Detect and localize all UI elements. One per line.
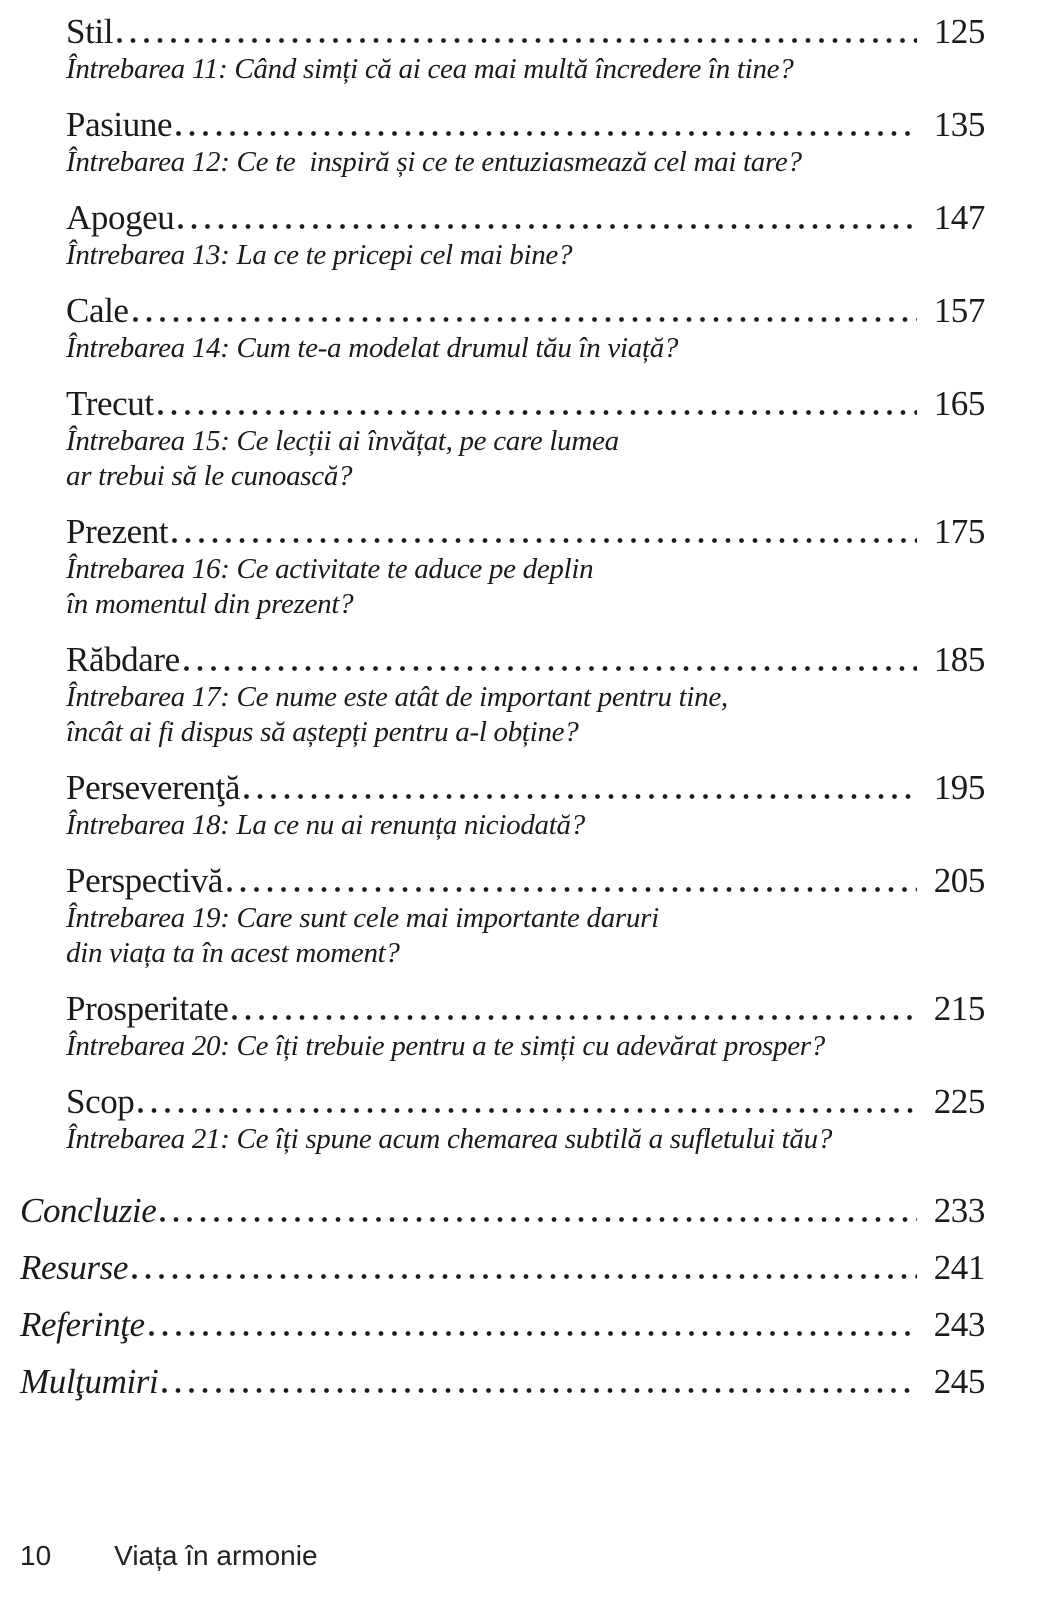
chapter-question-line: încât ai fi dispus să aștepți pentru a-l obține? <box>66 716 579 748</box>
chapter-title: Trecut <box>66 384 154 423</box>
back-matter-page-number: 241 <box>933 1248 985 1287</box>
chapter-title: Prezent <box>66 512 169 551</box>
chapter-page-number: 157 <box>933 291 985 330</box>
chapter-question-line: Întrebarea 19: Care sunt cele mai importante daruri <box>66 902 659 934</box>
chapter-title: Pasiune <box>66 105 173 144</box>
chapter-page-number: 125 <box>933 12 985 51</box>
back-matter-page-number: 245 <box>933 1362 985 1401</box>
chapter-page-number: 205 <box>933 861 985 900</box>
chapter-question-line: Întrebarea 21: Ce îți spune acum chemarea subtilă a sufletului tău? <box>66 1123 833 1155</box>
back-matter-title: Resurse <box>20 1248 129 1287</box>
toc-entry-row <box>66 768 985 808</box>
chapter-page-number: 225 <box>933 1082 985 1121</box>
toc-entry <box>66 105 985 180</box>
back-matter-page-number: 243 <box>933 1305 985 1344</box>
chapter-question-line: Întrebarea 11: Când simți că ai cea mai multă încredere în tine? <box>66 53 794 85</box>
back-matter-title: Mulţumiri <box>20 1362 159 1401</box>
toc-entry-row <box>66 640 985 680</box>
chapter-title: Perspectivă <box>66 861 223 900</box>
toc-entry-row <box>20 1305 985 1345</box>
chapter-page-number: 215 <box>933 989 985 1028</box>
chapter-title: Perseverenţă <box>66 768 240 807</box>
dot-leader <box>158 410 917 415</box>
dot-leader <box>184 666 917 671</box>
chapter-title: Stil <box>66 12 114 51</box>
footer-book-title: Viața în armonie <box>114 1540 318 1571</box>
toc-entry-row <box>20 1248 985 1288</box>
dot-leader <box>232 1015 917 1020</box>
dot-leader <box>162 1388 917 1393</box>
toc-entry <box>66 12 985 87</box>
toc-entry <box>66 640 985 750</box>
toc-entry-row <box>20 1191 985 1231</box>
page-footer <box>20 1540 318 1572</box>
chapter-question-line: Întrebarea 17: Ce nume este atât de important pentru tine, <box>66 681 728 713</box>
toc-entry <box>66 384 985 494</box>
toc-entry <box>20 1305 985 1345</box>
toc-entry-row <box>20 1362 985 1402</box>
toc-entry <box>66 198 985 273</box>
chapter-question-line: Întrebarea 16: Ce activitate te aduce pe deplin <box>66 553 594 585</box>
dot-leader <box>132 1274 917 1279</box>
toc-entry-row <box>66 1082 985 1122</box>
chapter-title: Cale <box>66 291 129 330</box>
back-matter-page-number: 233 <box>933 1191 985 1230</box>
chapter-question-line: Întrebarea 18: La ce nu ai renunța niciodată? <box>66 809 585 841</box>
toc-entry-row <box>66 291 985 331</box>
toc-entry <box>66 768 985 843</box>
toc-entry <box>66 989 985 1064</box>
chapter-question-line: Întrebarea 12: Ce te inspiră și ce te entuziasmează cel mai tare? <box>66 146 802 178</box>
chapter-question-line: ar trebui să le cunoască? <box>66 460 353 492</box>
toc-entry <box>66 861 985 971</box>
toc-entry <box>66 1082 985 1157</box>
dot-leader <box>117 38 917 43</box>
chapter-title: Scop <box>66 1082 135 1121</box>
chapter-list <box>66 12 985 1157</box>
toc-entry <box>20 1191 985 1231</box>
chapter-page-number: 165 <box>933 384 985 423</box>
toc-entry <box>20 1362 985 1402</box>
back-matter-title: Referinţe <box>20 1305 145 1344</box>
toc-entry-row <box>66 384 985 424</box>
back-matter-list <box>20 1191 985 1402</box>
toc-entry-row <box>66 512 985 552</box>
dot-leader <box>172 538 917 543</box>
chapter-title: Răbdare <box>66 640 180 679</box>
toc-entry <box>20 1248 985 1288</box>
toc-entry-row <box>66 198 985 238</box>
dot-leader <box>227 887 917 892</box>
chapter-title: Prosperitate <box>66 989 229 1028</box>
chapter-question-line: Întrebarea 15: Ce lecții ai învățat, pe care lumea <box>66 425 619 457</box>
chapter-page-number: 147 <box>933 198 985 237</box>
dot-leader <box>160 1217 917 1222</box>
chapter-page-number: 185 <box>933 640 985 679</box>
dot-leader <box>149 1331 917 1336</box>
chapter-page-number: 135 <box>933 105 985 144</box>
footer-page-number: 10 <box>20 1540 52 1571</box>
toc-entry-row <box>66 12 985 52</box>
chapter-question-line: în momentul din prezent? <box>66 588 354 620</box>
back-matter-title: Concluzie <box>20 1191 157 1230</box>
dot-leader <box>244 794 917 799</box>
toc-entry-row <box>66 105 985 145</box>
chapter-question-line: Întrebarea 13: La ce te pricepi cel mai bine? <box>66 239 573 271</box>
toc-entry <box>66 291 985 366</box>
toc-entry <box>66 512 985 622</box>
toc-entry-row <box>66 989 985 1029</box>
chapter-page-number: 175 <box>933 512 985 551</box>
chapter-question-line: Întrebarea 14: Cum te-a modelat drumul tău în viață? <box>66 332 679 364</box>
dot-leader <box>178 224 917 229</box>
dot-leader <box>138 1108 917 1113</box>
dot-leader <box>176 131 917 136</box>
chapter-question-line: Întrebarea 20: Ce îți trebuie pentru a te simți cu adevărat prosper? <box>66 1030 825 1062</box>
chapter-question-line: din viața ta în acest moment? <box>66 937 400 969</box>
toc-entry-row <box>66 861 985 901</box>
chapter-title: Apogeu <box>66 198 175 237</box>
chapter-page-number: 195 <box>933 768 985 807</box>
dot-leader <box>133 317 917 322</box>
